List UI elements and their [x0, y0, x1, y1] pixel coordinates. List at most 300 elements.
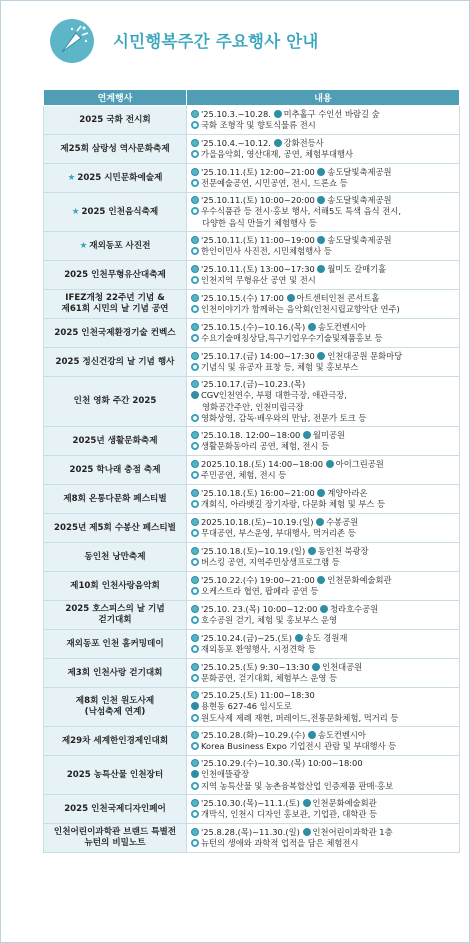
detail-text: 인천이야기가 함께하는 음악회(인천시립교향악단 연주)	[201, 304, 400, 314]
location-pin-icon	[274, 110, 282, 118]
program-icon	[191, 414, 199, 422]
clock-icon	[191, 323, 199, 331]
detail-text: '25.10.4.~10.12.	[201, 137, 274, 148]
event-detail-cell	[187, 630, 460, 659]
detail-text: 2025.10.18.(토) 14:00~18:00	[201, 458, 326, 469]
table-row	[44, 290, 460, 319]
clock-icon	[191, 460, 199, 468]
program-icon	[191, 207, 199, 215]
detail-line	[191, 517, 459, 528]
clock-icon	[191, 799, 199, 807]
event-name: 제29차 세계한인경제인대회	[61, 735, 169, 746]
detail-text: '25.10.18. 12:00~18:00	[201, 429, 303, 440]
detail-line	[191, 713, 459, 724]
event-name-cell	[44, 261, 187, 290]
detail-text: 수봉공원	[326, 516, 359, 527]
detail-text: 수요기술매칭상담,특구기업우수기술및제품홍보 등	[201, 333, 383, 343]
event-name-cell	[44, 824, 187, 853]
detail-line	[191, 246, 459, 257]
detail-line	[191, 362, 459, 373]
event-name-cell	[44, 485, 187, 514]
detail-text: 월미공원	[312, 429, 345, 440]
detail-text: 호수공원 걷기, 체험 및 홍보부스 운영	[201, 615, 338, 625]
program-icon	[191, 442, 199, 450]
detail-line	[191, 322, 459, 333]
event-detail-cell	[187, 348, 460, 377]
detail-line	[191, 546, 459, 557]
detail-text: 강화전등사	[283, 137, 324, 148]
event-name: 2025 인천국제환경기술 컨벡스	[54, 327, 176, 338]
table-row	[44, 485, 460, 514]
detail-line	[191, 604, 459, 615]
table-row	[44, 135, 460, 164]
detail-line	[191, 235, 459, 246]
detail-line	[191, 781, 459, 792]
table-row	[44, 572, 460, 601]
event-name-cell	[44, 348, 187, 377]
location-pin-icon	[303, 799, 311, 807]
event-detail-cell	[187, 319, 460, 348]
detail-text: 가을음악회, 영산대재, 공연, 체험부대행사	[201, 149, 354, 159]
event-name: 2025년 생활문화축제	[72, 435, 158, 446]
table-row	[44, 543, 460, 572]
event-name-cell	[44, 514, 187, 543]
event-name: 2025 학나래 충점 축제	[69, 464, 161, 475]
event-detail-cell	[187, 756, 460, 795]
event-name-cell	[44, 688, 187, 727]
event-name: 2025 농특산물 인천장터	[66, 769, 164, 780]
detail-text: '25.10.17.(금)~10.23.(목)	[201, 379, 306, 390]
detail-line	[191, 741, 459, 752]
clock-icon	[191, 110, 199, 118]
location-pin-icon	[303, 828, 311, 836]
detail-line	[191, 730, 459, 741]
event-name-cell	[44, 193, 187, 232]
detail-text: '25.10.15.(수)~10.16.(목)	[201, 321, 308, 332]
detail-text: 인천애뜰광장	[201, 769, 250, 780]
location-pin-icon	[308, 731, 316, 739]
detail-text: 아트센터인천 콘서트홀	[296, 292, 380, 303]
table-row	[44, 688, 460, 727]
clock-icon	[191, 731, 199, 739]
program-icon	[191, 276, 199, 284]
event-name: 2025 호스피스의 날 기념	[65, 604, 165, 615]
program-icon	[191, 121, 199, 129]
detail-text: 인천대공원	[322, 661, 363, 672]
detail-text: 송도달빛축제공원	[327, 195, 392, 206]
event-name: 인천 영화 주간 2025	[73, 396, 157, 407]
clock-icon	[191, 352, 199, 360]
detail-text: 우수식품관 등 전시·홍보 행사, 서해5도 특색 음식 전시,	[201, 206, 401, 217]
event-name-cell	[44, 601, 187, 630]
table-row	[44, 756, 460, 795]
program-icon	[191, 616, 199, 624]
star-icon: ★	[71, 206, 80, 217]
detail-line	[191, 441, 459, 452]
detail-line	[191, 690, 459, 701]
detail-text: 아이그린공원	[335, 458, 384, 469]
program-icon	[191, 742, 199, 750]
detail-text: 버스킹 공연, 지역주민상생프로그램 등	[201, 557, 340, 567]
detail-line	[191, 351, 459, 362]
table-row	[44, 261, 460, 290]
event-name: 걷기대회	[98, 615, 132, 625]
event-name-cell	[44, 543, 187, 572]
detail-line	[191, 528, 459, 539]
detail-text: 청라호수공원	[330, 603, 379, 614]
detail-line	[191, 390, 459, 401]
detail-line	[191, 195, 459, 206]
event-detail-cell	[187, 514, 460, 543]
clock-icon	[191, 265, 199, 273]
detail-text: CGV인천연수, 부평 대한극장, 애관극장,	[201, 390, 347, 401]
event-detail-cell	[187, 572, 460, 601]
detail-text: 문화공연, 걷기대회, 체험부스 운영 등	[201, 673, 338, 683]
location-pin-icon	[308, 323, 316, 331]
event-name: 재외동포 인천 홈커밍데이	[66, 638, 164, 649]
detail-text: 송도컨벤시아	[317, 729, 366, 740]
table-row	[44, 377, 460, 427]
clock-icon	[191, 605, 199, 613]
detail-text: 생활문화동아리 공연, 체험, 전시 등	[201, 441, 330, 451]
event-name: IFEZ개청 22주년 기념 &	[65, 293, 165, 304]
location-pin-icon	[312, 663, 320, 671]
detail-text: '25.10.30.(목)~11.1.(토)	[201, 797, 303, 808]
event-name: 2025 정신건강의 날 기념 행사	[55, 356, 175, 367]
event-name-cell	[44, 756, 187, 795]
detail-text: 송도컨벤시아	[317, 321, 366, 332]
detail-line	[191, 575, 459, 586]
event-name-cell	[44, 427, 187, 456]
event-detail-cell	[187, 135, 460, 164]
location-pin-icon	[326, 460, 334, 468]
clock-icon	[191, 691, 199, 699]
detail-line	[191, 293, 459, 304]
clock-icon	[191, 576, 199, 584]
page-header	[1, 1, 470, 85]
detail-text: 재외동포 환영행사, 시정견학 등	[201, 644, 316, 654]
event-detail-cell	[187, 106, 460, 135]
detail-line	[191, 557, 459, 568]
location-pin-icon	[316, 518, 324, 526]
detail-line	[191, 827, 459, 838]
location-pin-icon	[287, 294, 295, 302]
event-name: 인천어린이과학관 브랜드 특별전	[53, 827, 177, 838]
detail-line	[191, 218, 459, 229]
detail-text: 개막식, 인천시 디자인 홍보관, 기업관, 대학관 등	[201, 809, 378, 819]
event-detail-cell	[187, 193, 460, 232]
detail-text: '25.10.24.(금)~25.(토)	[201, 632, 295, 643]
table-row	[44, 659, 460, 688]
detail-text: 인천문화예술회관	[327, 574, 392, 585]
program-icon	[191, 305, 199, 313]
detail-text: 영화공간주안, 인천미림극장	[202, 401, 304, 412]
event-detail-cell	[187, 485, 460, 514]
events-table	[43, 89, 460, 853]
detail-text: 국화 조형작 및 향토식물류 전시	[201, 120, 316, 130]
table-row	[44, 164, 460, 193]
detail-text: '25.10.18.(토)~10.19.(일)	[201, 545, 308, 556]
detail-text: '25.10.28.(화)~10.29.(수)	[201, 729, 308, 740]
detail-text: '25.10.17.(금) 14:00~17:30	[201, 350, 318, 361]
detail-line	[191, 798, 459, 809]
clock-icon	[191, 236, 199, 244]
program-icon	[191, 645, 199, 653]
clock-icon	[191, 168, 199, 176]
detail-line	[191, 586, 459, 597]
table-row	[44, 727, 460, 756]
program-icon	[191, 839, 199, 847]
detail-text: 송도달빛축제공원	[327, 234, 392, 245]
detail-line	[191, 633, 459, 644]
location-pin-icon	[308, 547, 316, 555]
detail-line	[191, 615, 459, 626]
detail-line	[191, 838, 459, 849]
detail-line	[191, 488, 459, 499]
event-name-cell	[44, 630, 187, 659]
table-row	[44, 193, 460, 232]
clock-icon	[191, 759, 199, 767]
detail-line	[191, 673, 459, 684]
detail-text: '25.10.22.(수) 19:00~21:00	[201, 574, 318, 585]
event-name: 제3회 인천사랑 걷기대회	[67, 667, 163, 678]
event-detail-cell	[187, 659, 460, 688]
event-detail-cell	[187, 427, 460, 456]
event-name: 2025 인천음식축제	[81, 206, 159, 217]
column-header-content: 내용	[187, 90, 460, 106]
event-name: 제8회 인천 원도사제	[75, 696, 155, 707]
detail-line	[191, 499, 459, 510]
detail-line	[191, 379, 459, 390]
event-name-cell	[44, 290, 187, 319]
location-pin-icon	[303, 431, 311, 439]
program-icon	[191, 714, 199, 722]
program-icon	[191, 529, 199, 537]
detail-text: '25.10. 23.(목) 10:00~12:00	[201, 603, 321, 614]
event-name: 제61회 시민의 날 기념 공연	[61, 304, 169, 314]
detail-text: 한인이민사 사진전, 시민체험행사 등	[201, 246, 332, 256]
detail-line	[191, 769, 459, 780]
detail-text: 동인천 북광장	[317, 545, 369, 556]
event-name-cell	[44, 727, 187, 756]
event-detail-cell	[187, 543, 460, 572]
clock-icon	[191, 828, 199, 836]
clock-icon	[191, 518, 199, 526]
detail-text: Korea Business Expo 기업전시 관람 및 부대행사 등	[201, 741, 397, 751]
table-row	[44, 319, 460, 348]
detail-line	[191, 459, 459, 470]
event-name: (낙섬축제 연계)	[84, 707, 146, 717]
table-body	[44, 106, 460, 853]
star-icon: ★	[67, 172, 76, 183]
clock-icon	[191, 380, 199, 388]
program-icon	[191, 150, 199, 158]
event-name: 2025년 제5회 수봉산 페스티벌	[54, 522, 176, 533]
detail-text: 뉴턴의 생애와 과학적 업적을 담은 체험전시	[201, 838, 359, 848]
detail-text: '25.10.29.(수)~10.30.(목) 10:00~18:00	[201, 758, 363, 769]
event-name: 제10회 인천사랑음악회	[70, 580, 160, 591]
detail-line	[191, 333, 459, 344]
detail-line	[191, 430, 459, 441]
detail-line	[191, 758, 459, 769]
detail-line	[191, 304, 459, 315]
detail-text: 송도달빛축제공원	[327, 166, 392, 177]
detail-text: '25.10.25.(토) 11:00~18:30	[201, 690, 315, 701]
detail-text: 전문예술공연, 시민공연, 전시, 드론쇼 등	[201, 178, 348, 188]
program-icon	[191, 587, 199, 595]
page-title: 시민행복주간 주요행사 안내	[113, 32, 319, 51]
table-row	[44, 232, 460, 261]
detail-text: 영화상영, 감독·배우와의 만남, 전문가 토크 등	[201, 412, 367, 423]
event-name-cell	[44, 377, 187, 427]
clock-icon	[191, 634, 199, 642]
detail-line	[191, 701, 459, 712]
detail-text: '25.10.11.(토) 10:00~20:00	[201, 195, 318, 206]
table-row	[44, 106, 460, 135]
location-pin-icon	[191, 702, 199, 710]
event-name-cell	[44, 232, 187, 261]
program-icon	[191, 500, 199, 508]
detail-line	[191, 809, 459, 820]
clock-icon	[191, 663, 199, 671]
event-name: 재외동포 사진전	[89, 240, 151, 251]
event-detail-cell	[187, 824, 460, 853]
event-name-cell	[44, 106, 187, 135]
event-name-cell	[44, 135, 187, 164]
table-row	[44, 514, 460, 543]
clock-icon	[191, 196, 199, 204]
location-pin-icon	[274, 139, 282, 147]
detail-line	[191, 149, 459, 160]
event-name: 제8회 온통다문화 페스티벌	[63, 493, 167, 504]
program-icon	[191, 782, 199, 790]
detail-text: 미추홀구 수인선 바람길 숲	[283, 108, 380, 119]
detail-line	[191, 167, 459, 178]
program-icon	[191, 334, 199, 342]
detail-text: '25.10.15.(수) 17:00	[201, 292, 287, 303]
clock-icon	[191, 547, 199, 555]
table-row	[44, 427, 460, 456]
detail-text: 인천어린이과학관 1층	[312, 826, 393, 837]
detail-text: 무대공연, 부스운영, 부대행사, 먹거리존 등	[201, 528, 356, 538]
detail-text: '25.8.28.(목)~11.30.(일)	[201, 826, 303, 837]
event-detail-cell	[187, 290, 460, 319]
detail-text: 원도사제 제례 재현, 퍼레이드,전통문화체험, 먹거리 등	[201, 712, 399, 723]
program-icon	[191, 179, 199, 187]
event-detail-cell	[187, 456, 460, 485]
detail-text: 다양한 음식 만들기 체험행사 등	[202, 217, 317, 228]
detail-line	[191, 275, 459, 286]
event-name-cell	[44, 456, 187, 485]
location-pin-icon	[317, 196, 325, 204]
table-row	[44, 795, 460, 824]
detail-line	[191, 120, 459, 131]
detail-line	[191, 109, 459, 120]
detail-text: '25.10.11.(토) 11:00~19:00	[201, 234, 318, 245]
event-name: 2025 국화 전시회	[79, 114, 151, 125]
event-detail-cell	[187, 688, 460, 727]
event-detail-cell	[187, 164, 460, 193]
detail-text: 인천대공원 문화마당	[327, 350, 403, 361]
detail-text: 용현동 627-46 임시도로	[201, 701, 292, 712]
location-pin-icon	[295, 634, 303, 642]
detail-text: '25.10.25.(토) 9:30~13:30	[201, 661, 313, 672]
event-detail-cell	[187, 261, 460, 290]
detail-text: '25.10.11.(토) 13:00~17:30	[201, 263, 318, 274]
detail-line	[191, 264, 459, 275]
table-row	[44, 824, 460, 853]
detail-text: '25.10.11.(토) 12:00~21:00	[201, 166, 318, 177]
detail-text: 월미도 갈매기홀	[327, 263, 387, 274]
detail-text: 주민공연, 체험, 전시 등	[201, 470, 287, 480]
program-icon	[191, 471, 199, 479]
event-name-cell	[44, 795, 187, 824]
event-detail-cell	[187, 377, 460, 427]
detail-text: 인천문화예술회관	[312, 797, 377, 808]
detail-line	[191, 470, 459, 481]
location-pin-icon	[317, 576, 325, 584]
table-row	[44, 348, 460, 377]
detail-text: 지역 농특산물 및 농촌융복합산업 인증제품 판매·홍보	[201, 780, 394, 791]
clock-icon	[191, 489, 199, 497]
event-detail-cell	[187, 795, 460, 824]
event-name: 2025 인천무형유산대축제	[64, 269, 166, 280]
detail-line	[191, 206, 459, 217]
table-row	[44, 456, 460, 485]
detail-line	[191, 138, 459, 149]
detail-text: 기념식 및 유공자 표창 등, 체험 및 홍보부스	[201, 362, 359, 372]
location-pin-icon	[317, 236, 325, 244]
event-detail-cell	[187, 601, 460, 630]
event-detail-cell	[187, 232, 460, 261]
location-pin-icon	[191, 391, 199, 399]
location-pin-icon	[317, 352, 325, 360]
program-icon	[191, 674, 199, 682]
event-detail-cell	[187, 727, 460, 756]
event-name-cell	[44, 659, 187, 688]
column-header-event: 연계행사	[44, 90, 187, 106]
detail-line	[191, 662, 459, 673]
detail-text: 인천지역 무형유산 공연 및 전시	[201, 275, 316, 285]
table-row	[44, 630, 460, 659]
program-icon	[191, 247, 199, 255]
clock-icon	[191, 294, 199, 302]
star-icon: ★	[79, 240, 88, 251]
detail-line	[191, 644, 459, 655]
celebration-icon	[50, 19, 94, 63]
event-name: 2025 인천국제디자인페어	[64, 803, 166, 814]
detail-text: 2025.10.18.(토)~10.19.(일)	[201, 516, 317, 527]
program-icon	[191, 558, 199, 566]
program-icon	[191, 810, 199, 818]
detail-line	[191, 178, 459, 189]
event-name-cell	[44, 319, 187, 348]
event-name: 2025 시민문화예술제	[77, 172, 163, 183]
program-icon	[191, 363, 199, 371]
table-header-row	[44, 90, 460, 106]
event-name: 동인천 낭만축제	[84, 551, 146, 562]
location-pin-icon	[317, 489, 325, 497]
table-row	[44, 601, 460, 630]
detail-text: '25.10.3.~10.28.	[201, 108, 274, 119]
clock-icon	[191, 431, 199, 439]
location-pin-icon	[317, 168, 325, 176]
event-name: 제25회 삼랑성 역사문화축제	[60, 143, 170, 154]
event-name-cell	[44, 164, 187, 193]
detail-text: 오케스트라 협연, 팝페라 공연 등	[201, 586, 319, 596]
event-name: 뉴턴의 비밀노트	[84, 838, 146, 848]
detail-text: 송도 경원재	[304, 632, 348, 643]
